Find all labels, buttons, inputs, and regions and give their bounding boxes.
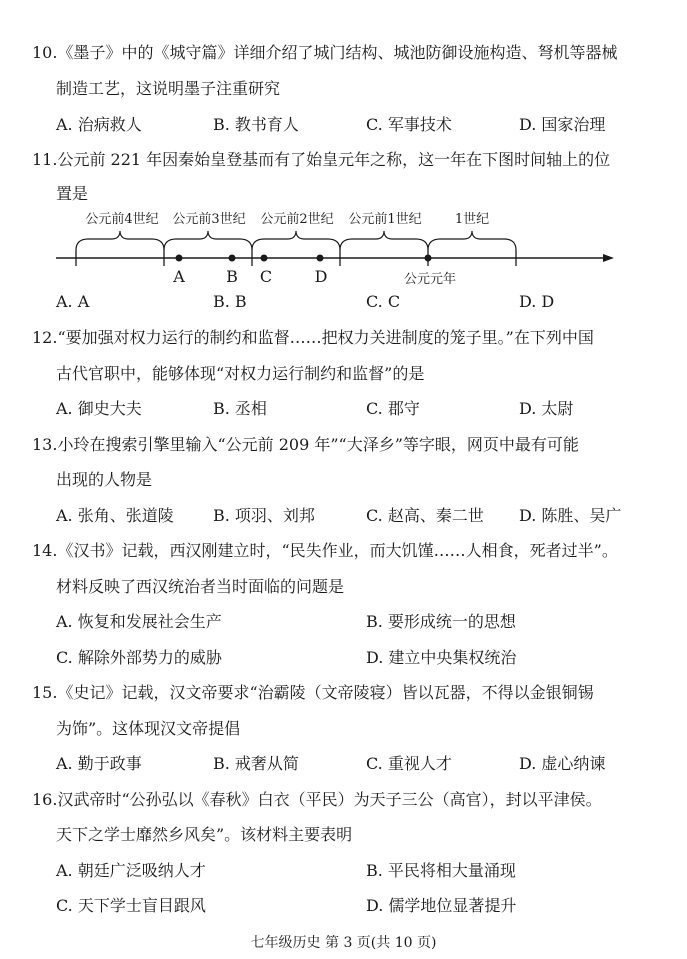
q13-stem-line2: 出现的人物是 [56,470,153,489]
q13-stem-line1: 13.小玲在搜索引擎里输入“公元前 209 年”“大泽乡”等字眼，网页中最有可能 [32,435,579,454]
q12-number: 12. [32,328,58,347]
q15-option-a[interactable]: A. 勤于政事 [56,754,142,773]
q10-option-b[interactable]: B. 教书育人 [213,115,299,134]
q14-stem-line2: 材料反映了西汉统治者当时面临的问题是 [56,577,345,596]
q11-option-a[interactable]: A. A [56,292,90,311]
q16-option-c[interactable]: C. 天下学士盲目跟风 [56,896,206,915]
origin-dot [425,255,432,262]
point-a-dot [176,255,183,262]
period-label-5: 1世纪 [454,212,490,227]
point-b-label: B [226,267,238,285]
origin-label: 公元元年 [403,272,457,285]
q15-stem-line1: 15.《史记》记载，汉文帝要求“治霸陵（文帝陵寝）皆以瓦器，不得以金银铜锡 [32,683,594,702]
point-c-label: C [259,267,273,285]
q12-option-d[interactable]: D. 太尉 [519,399,574,418]
q11-option-d[interactable]: D. D [519,292,555,311]
q13-option-a[interactable]: A. 张角、张道陵 [56,506,174,525]
q13-number: 13. [32,435,58,454]
q16-option-a[interactable]: A. 朝廷广泛吸纳人才 [56,861,206,880]
timeline-diagram [0,205,687,285]
q11-number: 11. [32,150,58,169]
q11-stem-line2: 置是 [56,184,89,203]
brace-period-2 [164,231,252,250]
q10-option-d[interactable]: D. 国家治理 [519,115,606,134]
q10-option-c[interactable]: C. 军事技术 [366,115,452,134]
q15-option-d[interactable]: D. 虚心纳谏 [519,754,606,773]
period-label-4: 公元前1世纪 [348,212,422,227]
q12-option-b[interactable]: B. 丞相 [213,399,267,418]
q11-option-b[interactable]: B. B [213,292,247,311]
axis-arrow-icon [603,254,614,262]
q15-number: 15. [32,683,58,702]
q13-option-d[interactable]: D. 陈胜、吴广 [519,506,622,525]
period-label-3: 公元前2世纪 [260,212,334,227]
q10-number: 10. [32,43,58,62]
point-c-dot [261,255,268,262]
q16-stem-line1: 16.汉武帝时“公孙弘以《春秋》白衣（平民）为天子三公（高官），封以平津侯。 [32,790,602,809]
q12-stem-line1: 12.“要加强对权力运行的制约和监督……把权力关进制度的笼子里。”在下列中国 [32,328,594,347]
brace-period-3 [252,231,340,250]
q14-option-d[interactable]: D. 建立中央集权统治 [366,648,517,667]
q12-option-c[interactable]: C. 郡守 [366,399,420,418]
q10-option-a[interactable]: A. 治病救人 [56,115,142,134]
q16-option-d[interactable]: D. 儒学地位显著提升 [366,896,517,915]
q14-number: 14. [32,541,58,560]
q15-option-b[interactable]: B. 戒奢从简 [213,754,299,773]
page-footer: 七年级历史 第 3 页(共 10 页) [250,935,437,951]
period-label-2: 公元前3世纪 [172,212,246,227]
period-label-1: 公元前4世纪 [85,212,159,227]
point-a-label: A [173,267,185,285]
brace-period-1 [76,231,164,250]
q12-option-a[interactable]: A. 御史大夫 [56,399,142,418]
q16-number: 16. [32,790,58,809]
q16-option-b[interactable]: B. 平民将相大量涌现 [366,861,516,880]
q11-option-c[interactable]: C. C [366,292,401,311]
q13-option-b[interactable]: B. 项羽、刘邦 [213,506,315,525]
q14-stem-line1: 14.《汉书》记载，西汉刚建立时，“民失作业，而大饥馑……人相食，死者过半”。 [32,541,618,560]
q16-stem-line2: 天下之学士靡然乡风矣”。该材料主要表明 [56,825,353,844]
brace-period-4 [340,231,428,250]
q12-stem-line2: 古代官职中，能够体现“对权力运行制约和监督”的是 [56,364,425,383]
brace-period-5 [428,231,516,250]
point-d-dot [317,255,324,262]
q13-option-c[interactable]: C. 赵高、秦二世 [366,506,484,525]
point-b-dot [229,255,236,262]
q10-stem-line2: 制造工艺，这说明墨子注重研究 [56,79,281,98]
q11-stem-line1: 11.公元前 221 年因秦始皇登基而有了始皇元年之称，这一年在下图时间轴上的位 [32,150,611,169]
q14-option-b[interactable]: B. 要形成统一的思想 [366,612,516,631]
q15-stem-line2: 为饰”。这体现汉文帝提倡 [56,719,241,738]
q14-option-a[interactable]: A. 恢复和发展社会生产 [56,612,222,631]
q15-option-c[interactable]: C. 重视人才 [366,754,452,773]
q10-stem-line1: 10.《墨子》中的《城守篇》详细介绍了城门结构、城池防御设施构造、弩机等器械 [32,43,618,62]
q14-option-c[interactable]: C. 解除外部势力的威胁 [56,648,222,667]
point-d-label: D [314,267,328,285]
